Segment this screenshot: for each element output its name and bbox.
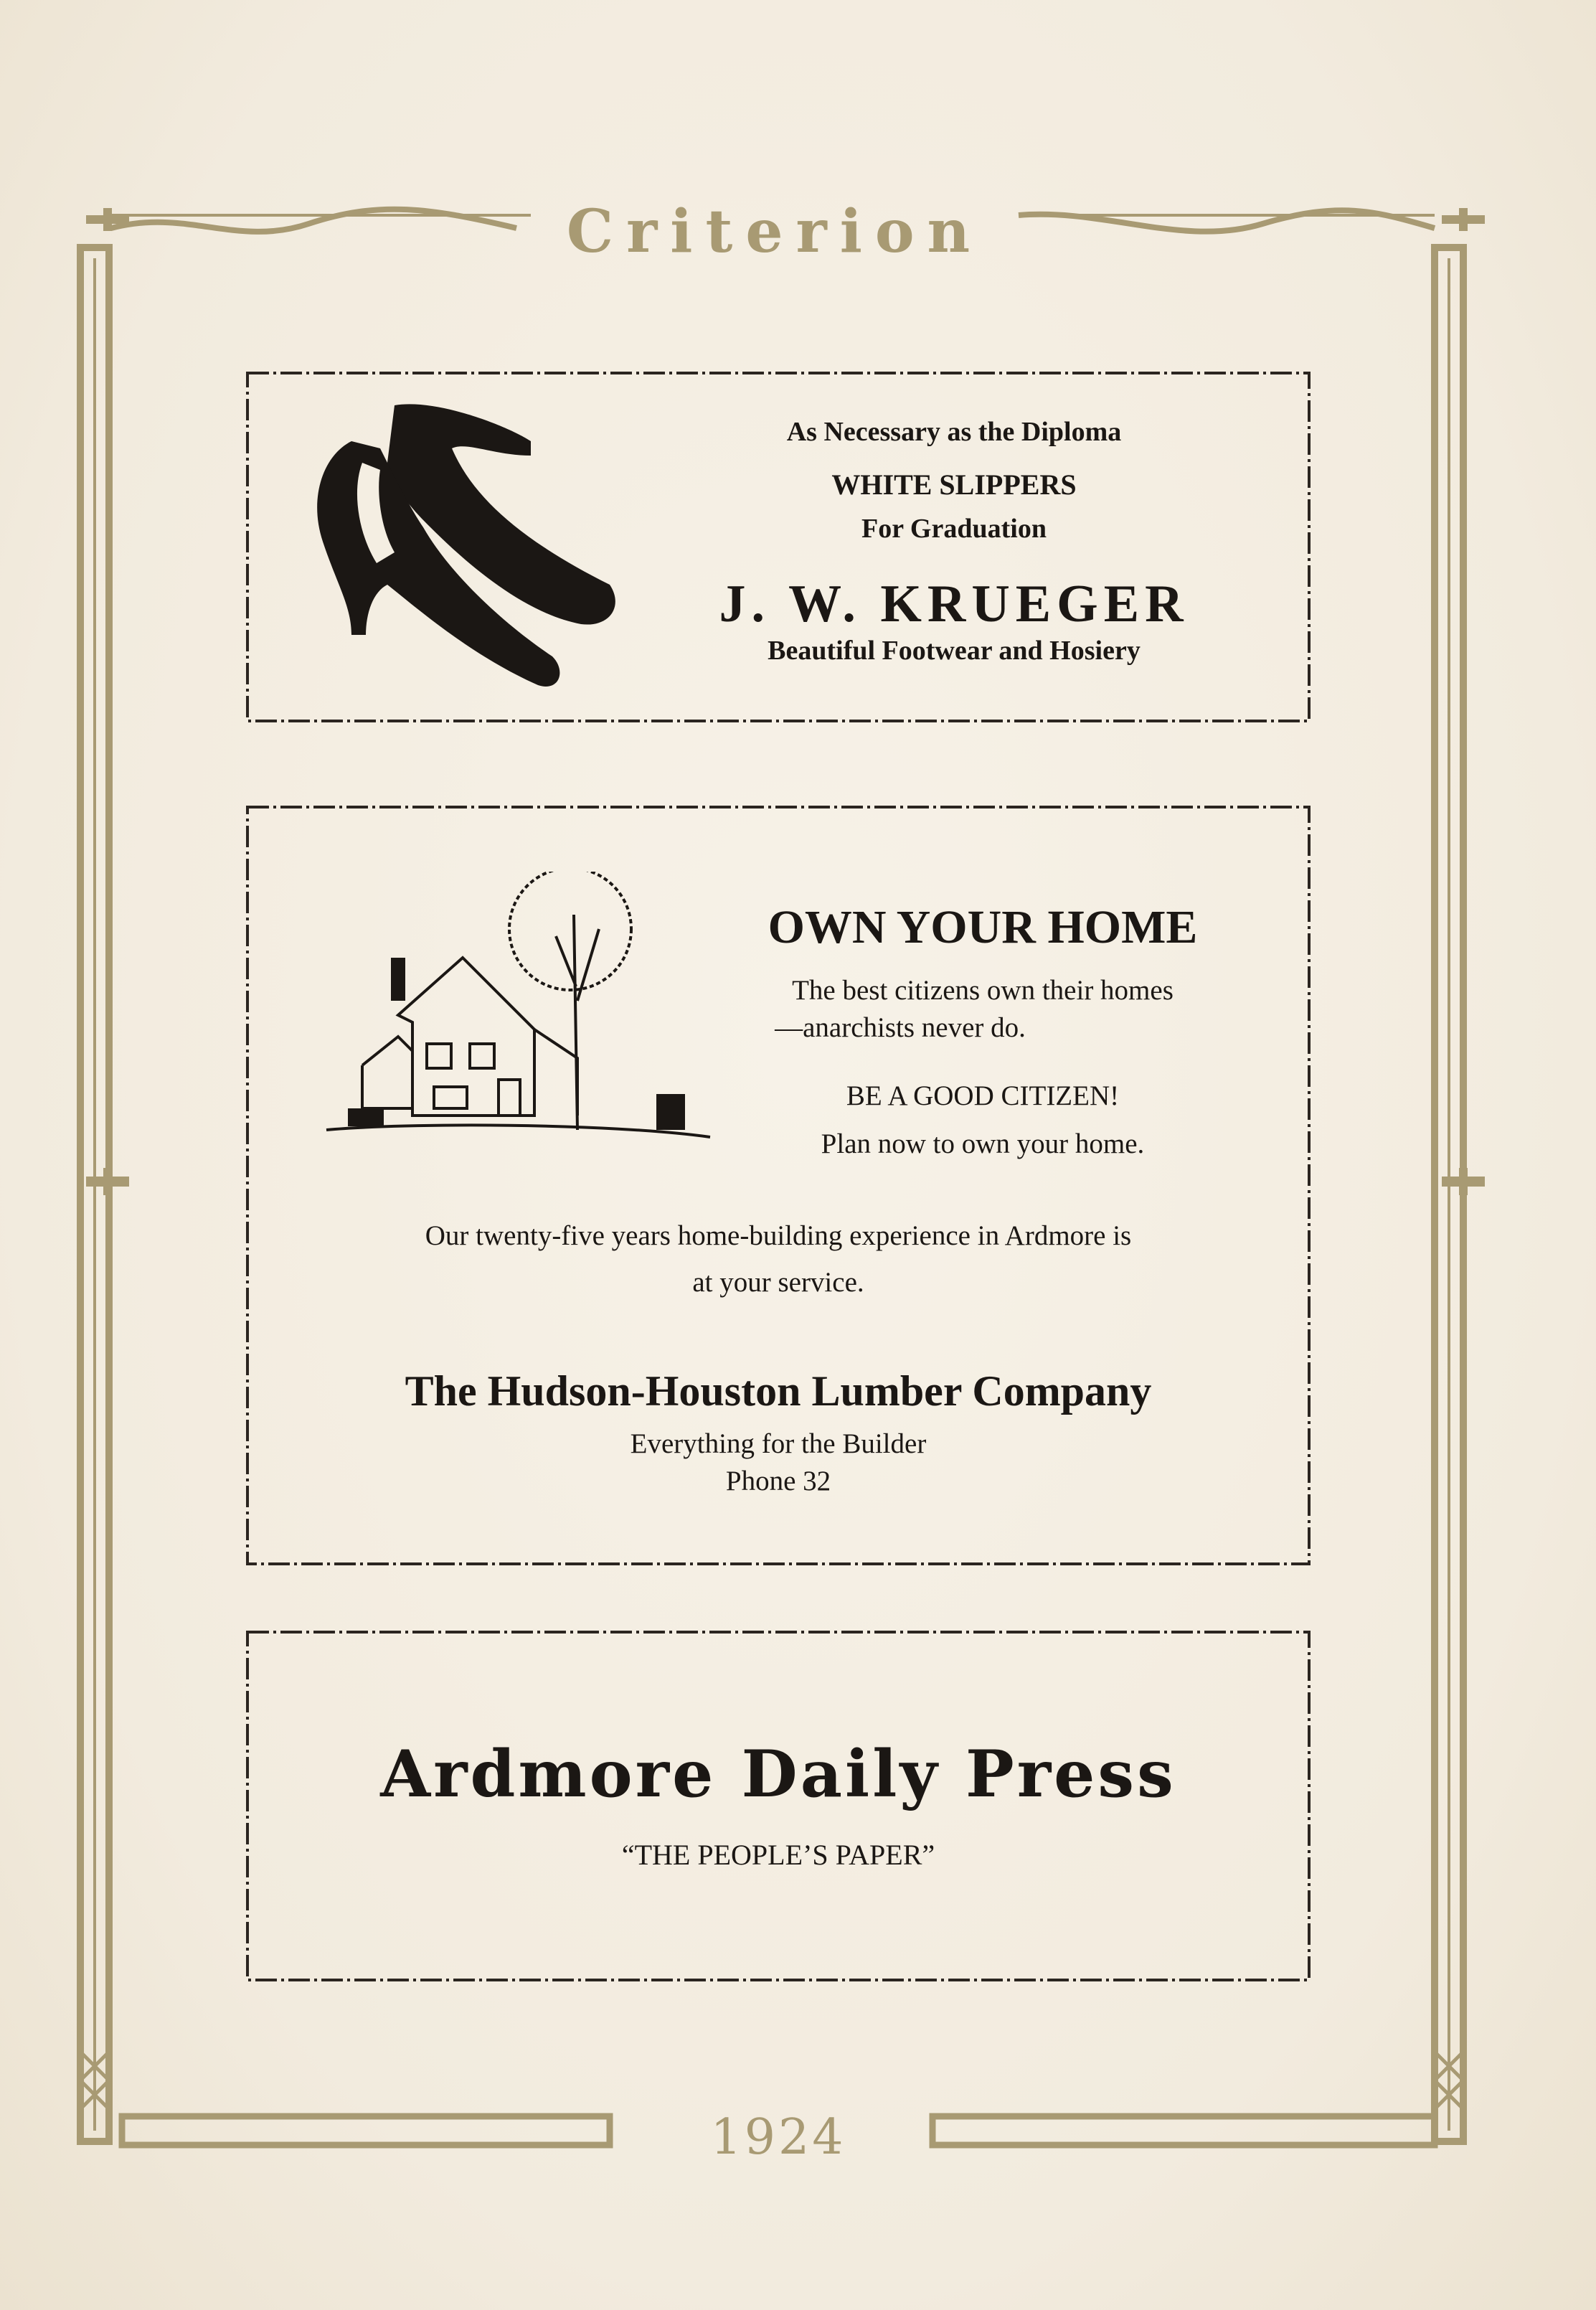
hudson-headline: OWN YOUR HOME bbox=[768, 901, 1198, 953]
hudson-line2: —anarchists never do. bbox=[775, 1012, 1026, 1043]
hudson-company: The Hudson-Houston Lumber Company bbox=[405, 1367, 1152, 1415]
header-title: Criterion bbox=[566, 197, 983, 266]
hudson-body2: at your service. bbox=[692, 1267, 864, 1298]
house-illustration bbox=[319, 872, 717, 1159]
hudson-phone: Phone 32 bbox=[725, 1466, 831, 1496]
hudson-body1: Our twenty-five years home-building experience in Ardmore is bbox=[425, 1220, 1132, 1251]
krueger-name: J. W. KRUEGER bbox=[719, 575, 1189, 633]
krueger-line1: As Necessary as the Diploma bbox=[786, 417, 1122, 447]
hudson-line4: Plan now to own your home. bbox=[821, 1128, 1145, 1159]
hudson-tagline: Everything for the Builder bbox=[630, 1428, 927, 1459]
krueger-line2: WHITE SLIPPERS bbox=[831, 468, 1077, 501]
footer-year: 1924 bbox=[710, 2109, 846, 2166]
shoes-illustration bbox=[308, 398, 624, 699]
krueger-line3: For Graduation bbox=[861, 514, 1047, 544]
krueger-tagline: Beautiful Footwear and Hosiery bbox=[768, 636, 1141, 666]
hudson-line3: BE A GOOD CITIZEN! bbox=[846, 1080, 1120, 1111]
hudson-line1: The best citizens own their homes bbox=[792, 975, 1174, 1006]
press-name: Ardmore Daily Press bbox=[380, 1736, 1176, 1812]
press-tagline: “THE PEOPLE’S PAPER” bbox=[621, 1839, 935, 1871]
